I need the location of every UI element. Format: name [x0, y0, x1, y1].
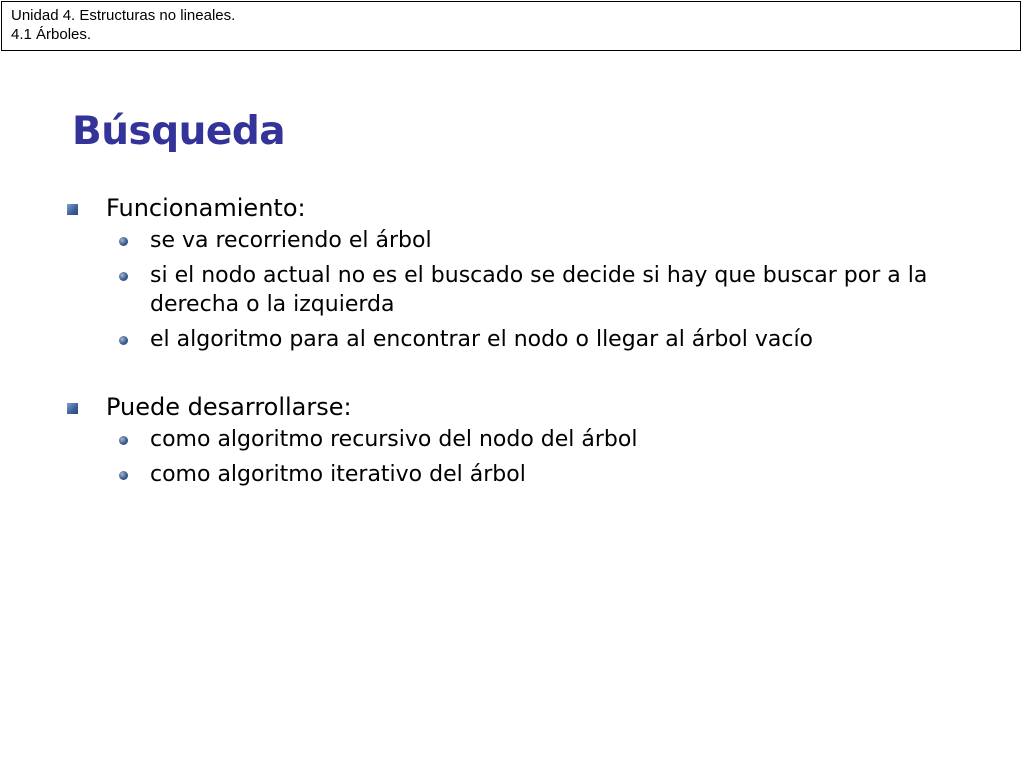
round-bullet-icon: [119, 471, 128, 480]
section-desarrollo: [64, 391, 994, 489]
bullet-level1: [64, 192, 994, 224]
bullet-level2-text: como algoritmo recursivo del nodo del árbol: [150, 427, 638, 452]
square-bullet-icon: [67, 204, 78, 215]
bullet-level2: [64, 226, 994, 255]
bullet-level2: [64, 325, 994, 354]
round-bullet-icon: [119, 237, 128, 246]
slide-title: Búsqueda: [72, 109, 286, 154]
section-funcionamiento: [64, 192, 994, 354]
bullet-level2-text: se va recorriendo el árbol: [150, 228, 432, 253]
bullet-level1-label: Funcionamiento:: [106, 194, 306, 222]
bullet-level2-text: si el nodo actual no es el buscado se decide si hay que buscar por a la derecha o la izquierda: [150, 263, 928, 317]
header-unit: Unidad 4. Estructuras no lineales.: [11, 7, 236, 24]
bullet-level2-text: como algoritmo iterativo del árbol: [150, 462, 526, 487]
bullet-level2: [64, 425, 994, 454]
bullet-level1-label: Puede desarrollarse:: [106, 393, 352, 421]
sub-bullet-list: [64, 226, 994, 354]
bullet-level1: [64, 391, 994, 423]
bullet-level2: [64, 460, 994, 489]
bullet-level2: [64, 261, 994, 319]
round-bullet-icon: [119, 336, 128, 345]
header-topic: 4.1 Árboles.: [11, 26, 92, 43]
slide-header: [1, 1, 1021, 51]
sub-bullet-list: [64, 425, 994, 489]
square-bullet-icon: [67, 403, 78, 414]
round-bullet-icon: [119, 272, 128, 281]
round-bullet-icon: [119, 436, 128, 445]
bullet-level2-text: el algoritmo para al encontrar el nodo o llegar al árbol vacío: [150, 327, 814, 352]
bullet-content: [64, 192, 994, 526]
